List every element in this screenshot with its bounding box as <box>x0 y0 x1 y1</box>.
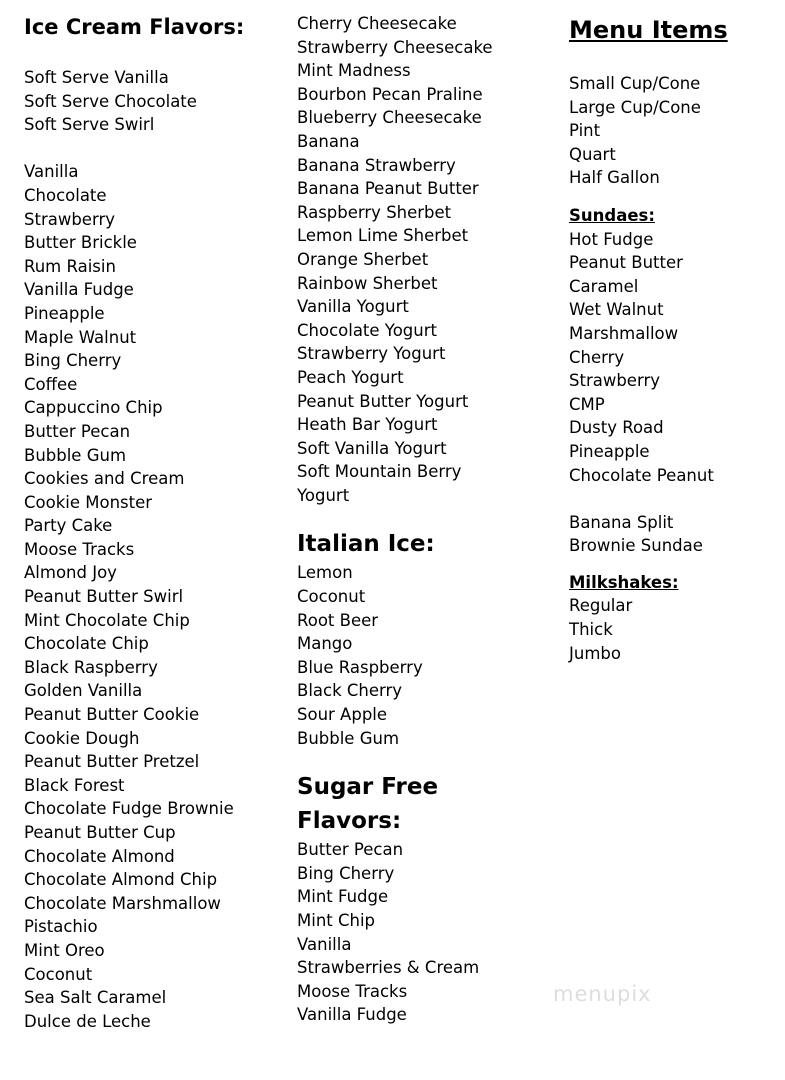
list-item: Maple Walnut <box>24 327 137 347</box>
list-item: Rum Raisin <box>24 256 116 276</box>
list-item: Strawberry Cheesecake <box>297 37 493 57</box>
list-item: Bubble Gum <box>297 728 400 748</box>
list-item: Chocolate Almond Chip <box>24 870 218 890</box>
ice-cream-column-1 <box>24 0 279 1033</box>
list-item: Caramel <box>569 276 639 296</box>
milkshakes-list <box>569 594 779 665</box>
list-item: Party Cake <box>24 516 113 536</box>
list-item: Cookie Dough <box>24 728 140 748</box>
list-item: Mango <box>297 634 353 654</box>
list-item: CMP <box>569 394 605 414</box>
list-item: Blueberry Cheesecake <box>297 108 482 128</box>
list-item: Coconut <box>297 587 366 607</box>
list-item: Bing Cherry <box>24 351 122 371</box>
list-item: Soft Serve Vanilla <box>24 68 169 87</box>
list-item: Brownie Sundae <box>569 536 703 556</box>
list-item: Blue Raspberry <box>297 657 423 677</box>
list-item: Mint Fudge <box>297 887 389 907</box>
sugar-free-heading-line-1: Sugar Free <box>297 774 439 801</box>
list-item: Sour Apple <box>297 705 388 725</box>
list-item: Butter Pecan <box>24 421 131 441</box>
list-item: Vanilla <box>24 162 79 182</box>
list-item: Strawberry Yogurt <box>297 344 446 364</box>
sizes-list <box>569 72 779 190</box>
list-item: Soft Vanilla Yogurt <box>297 438 447 458</box>
list-item: Butter Brickle <box>24 233 137 253</box>
list-item: Soft Mountain Berry <box>297 462 462 482</box>
list-item: Black Raspberry <box>24 657 158 677</box>
list-item: Black Forest <box>24 775 125 795</box>
menu-items-heading: Menu Items <box>569 16 728 44</box>
list-item: Root Beer <box>297 610 379 630</box>
list-item: Mint Chip <box>297 911 376 930</box>
list-item: Chocolate Peanut <box>569 465 714 485</box>
list-item: Cookies and Cream <box>24 469 185 489</box>
list-item: Chocolate Fudge Brownie <box>24 799 234 819</box>
menupix-watermark: menupix <box>553 982 652 1006</box>
list-item: Peanut Butter Cup <box>24 823 176 842</box>
list-item: Cappuccino Chip <box>24 398 163 418</box>
flavor-list-continued <box>297 12 557 507</box>
list-item: Peanut Butter Pretzel <box>24 752 200 772</box>
list-item: Regular <box>569 596 633 616</box>
list-item: Mint Oreo <box>24 940 105 960</box>
ice-cream-heading: Ice Cream Flavors: <box>24 15 245 39</box>
list-item: Strawberry <box>24 209 115 229</box>
list-item: Peanut Butter <box>569 253 683 273</box>
list-item: Raspberry Sherbet <box>297 202 452 222</box>
list-item: Chocolate Almond <box>24 846 175 866</box>
list-item: Vanilla <box>297 934 352 954</box>
list-item: Banana Split <box>569 512 674 532</box>
list-item: Bing Cherry <box>297 863 395 883</box>
list-item: Orange Sherbet <box>297 249 429 269</box>
list-item: Chocolate <box>24 185 107 205</box>
list-item: Quart <box>569 144 616 164</box>
list-item: Peanut Butter Swirl <box>24 587 184 607</box>
list-item: Rainbow Sherbet <box>297 273 438 293</box>
list-item: Soft Serve Swirl <box>24 115 155 135</box>
list-item: Cherry <box>569 347 625 367</box>
list-item: Black Cherry <box>297 681 403 701</box>
sundaes-list <box>569 228 779 488</box>
list-item: Peanut Butter Cookie <box>24 705 200 725</box>
list-item: Strawberries & Cream <box>297 958 480 978</box>
list-item: Moose Tracks <box>297 981 408 1001</box>
list-item: Heath Bar Yogurt <box>297 415 438 435</box>
list-item: Coffee <box>24 374 78 394</box>
list-item: Chocolate Marshmallow <box>24 893 221 913</box>
list-item: Banana <box>297 131 360 151</box>
list-item: Cookie Monster <box>24 492 153 512</box>
list-item: Lemon <box>297 563 353 583</box>
list-item: Small Cup/Cone <box>569 74 701 93</box>
flavor-list <box>24 160 279 1033</box>
sugar-free-heading <box>297 770 557 838</box>
list-item: Vanilla Fudge <box>24 280 134 300</box>
list-item: Chocolate Chip <box>24 634 149 654</box>
list-item: Pint <box>569 121 601 141</box>
sundaes-heading: Sundaes: <box>569 205 655 225</box>
list-item: Pistachio <box>24 917 98 937</box>
list-item: Moose Tracks <box>24 539 135 559</box>
list-item: Mint Chocolate Chip <box>24 610 190 630</box>
list-item: Mint Madness <box>297 61 411 81</box>
list-item: Large Cup/Cone <box>569 97 701 117</box>
list-item: Chocolate Yogurt <box>297 320 437 340</box>
list-item: Vanilla Fudge <box>297 1005 407 1025</box>
list-item: Bubble Gum <box>24 445 127 465</box>
menu-items-column <box>569 0 779 665</box>
list-item: Strawberry <box>569 371 660 391</box>
list-item: Peach Yogurt <box>297 367 404 387</box>
specials-list <box>569 511 779 558</box>
list-item: Dulce de Leche <box>24 1011 151 1031</box>
list-item: Vanilla Yogurt <box>297 297 409 317</box>
list-item: Golden Vanilla <box>24 681 143 701</box>
list-item: Dusty Road <box>569 418 664 438</box>
list-item: Lemon Lime Sherbet <box>297 226 469 246</box>
ice-cream-column-2 <box>297 0 557 1027</box>
list-item: Wet Walnut <box>569 300 664 320</box>
list-item: Bourbon Pecan Praline <box>297 84 483 104</box>
list-item: Almond Joy <box>24 563 117 583</box>
list-item: Thick <box>569 620 613 640</box>
sugar-free-heading-line-2: Flavors: <box>297 808 402 835</box>
list-item: Coconut <box>24 964 93 984</box>
list-item: Half Gallon <box>569 168 660 188</box>
italian-ice-heading: Italian Ice: <box>297 531 435 558</box>
list-item: Butter Pecan <box>297 840 404 860</box>
list-item: Pineapple <box>569 441 650 461</box>
list-item: Banana Strawberry <box>297 155 456 175</box>
list-item: Cherry Cheesecake <box>297 14 457 33</box>
sugar-free-list <box>297 838 557 1027</box>
list-item: Peanut Butter Yogurt <box>297 391 469 411</box>
list-item: Marshmallow <box>569 323 679 343</box>
italian-ice-list <box>297 561 557 750</box>
list-item: Yogurt <box>297 485 350 505</box>
list-item: Sea Salt Caramel <box>24 988 167 1008</box>
list-item: Pineapple <box>24 303 105 323</box>
list-item: Banana Peanut Butter <box>297 179 479 199</box>
list-item: Soft Serve Chocolate <box>24 91 197 111</box>
milkshakes-heading: Milkshakes: <box>569 572 679 592</box>
list-item: Jumbo <box>569 643 621 663</box>
list-item: Hot Fudge <box>569 229 654 249</box>
soft-serve-list <box>24 66 279 137</box>
